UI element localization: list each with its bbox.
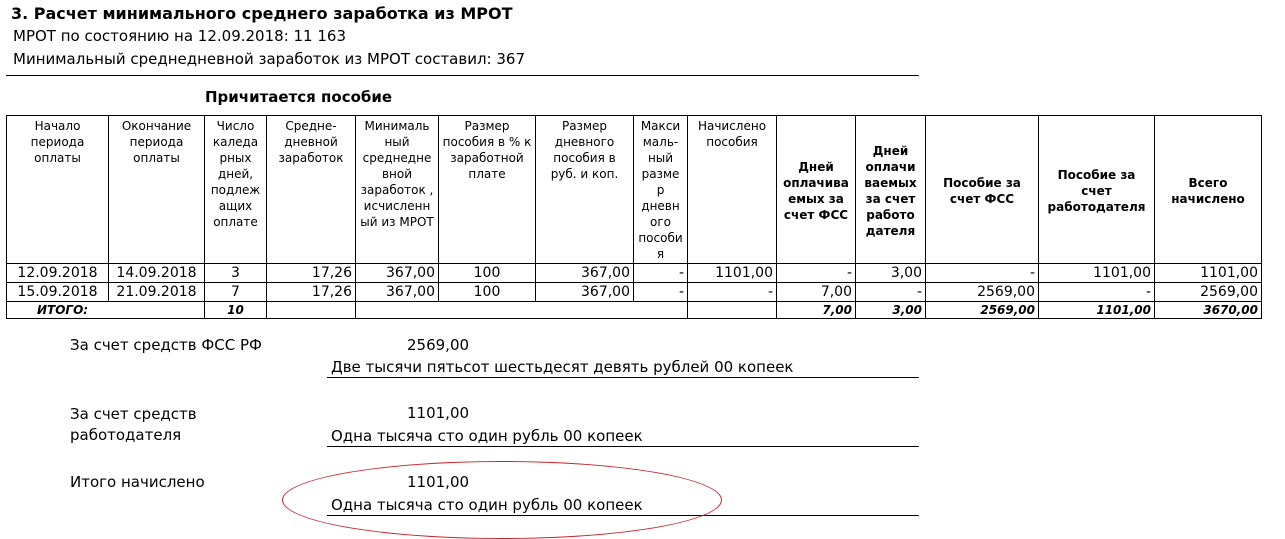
cell-avg-daily-earnings: 17,26 (267, 283, 356, 302)
cell-days-employer: 3,00 (856, 264, 926, 283)
cell-total-accrued: 1101,00 (1155, 264, 1262, 283)
cell-period-end: 14.09.2018 (109, 264, 205, 283)
summary-employer-label: За счет средств работодателя (70, 405, 197, 444)
cell-period-start: 15.09.2018 (7, 283, 109, 302)
benefit-table (6, 115, 1262, 319)
summary-fss-amount: 2569,00 (407, 336, 470, 354)
cell-total-accrued: 2569,00 (1155, 283, 1262, 302)
cell-days-fss: - (777, 264, 856, 283)
summary-employer-underline (327, 446, 919, 447)
col-period-end: Окончание периода оплаты (109, 116, 205, 264)
cell-min-daily-earnings: 367,00 (356, 264, 439, 283)
summary-total-words: Одна тысяча сто один рубль 00 копеек (331, 496, 643, 514)
col-days-employer: Дней оплачи ваемых за счет работо дателя (856, 116, 926, 264)
total-benefit-employer: 1101,00 (1039, 302, 1155, 319)
summary-employer-amount: 1101,00 (407, 404, 470, 422)
total-days: 10 (205, 302, 267, 319)
cell-benefit-accrued: 1101,00 (688, 264, 777, 283)
col-calendar-days: Число каледа рных дней, подлеж ащих оплате (205, 116, 267, 264)
table-total-row (7, 302, 1262, 319)
total-days-fss: 7,00 (777, 302, 856, 319)
cell-days-employer: - (856, 283, 926, 302)
header-divider (6, 75, 919, 76)
cell-calendar-days: 3 (205, 264, 267, 283)
col-avg-daily-earnings: Средне- дневной заработок (267, 116, 356, 264)
cell-benefit-percent: 100 (439, 264, 536, 283)
table-row (7, 283, 1262, 302)
highlight-ellipse (282, 461, 722, 539)
col-benefit-fss: Пособие за счет ФСС (926, 116, 1039, 264)
total-accrued: 3670,00 (1155, 302, 1262, 319)
min-daily-earnings-line: Минимальный среднедневной заработок из МРОТ составил: 367 (13, 50, 525, 68)
cell-benefit-fss: - (926, 264, 1039, 283)
summary-employer-words: Одна тысяча сто один рубль 00 копеек (331, 427, 643, 445)
cell-max-daily-benefit: - (634, 264, 688, 283)
total-days-employer: 3,00 (856, 302, 926, 319)
cell-avg-daily-earnings: 17,26 (267, 264, 356, 283)
col-benefit-accrued: Начислено пособия (688, 116, 777, 264)
cell-benefit-percent: 100 (439, 283, 536, 302)
cell-benefit-fss: 2569,00 (926, 283, 1039, 302)
cell-calendar-days: 7 (205, 283, 267, 302)
total-empty-cell (267, 302, 356, 319)
col-daily-benefit: Размер дневного пособия в руб. и коп. (536, 116, 634, 264)
summary-fss-label: За счет средств ФСС РФ (70, 336, 262, 354)
col-min-daily-earnings: Минималь ный среднедне вной заработок , исчисленн ый из МРОТ (356, 116, 439, 264)
col-period-start: Начало периода оплаты (7, 116, 109, 264)
total-label: ИТОГО: (7, 302, 205, 319)
summary-total-amount: 1101,00 (407, 473, 470, 491)
total-empty-cell (356, 302, 688, 319)
cell-days-fss: 7,00 (777, 283, 856, 302)
table-subtitle: Причитается пособие (205, 88, 393, 106)
cell-period-end: 21.09.2018 (109, 283, 205, 302)
table-header-row (7, 116, 1262, 264)
cell-min-daily-earnings: 367,00 (356, 283, 439, 302)
cell-max-daily-benefit: - (634, 283, 688, 302)
summary-total-label: Итого начислено (70, 473, 205, 491)
cell-benefit-employer: 1101,00 (1039, 264, 1155, 283)
col-benefit-employer: Пособие за счет работодателя (1039, 116, 1155, 264)
col-max-daily-benefit: Макси маль- ный разме р дневн ого пособи я (634, 116, 688, 264)
col-total-accrued: Всего начислено (1155, 116, 1262, 264)
mrot-line: МРОТ по состоянию на 12.09.2018: 11 163 (13, 27, 346, 45)
summary-fss-underline (327, 377, 919, 378)
cell-benefit-accrued: - (688, 283, 777, 302)
total-empty-cell (688, 302, 777, 319)
total-benefit-fss: 2569,00 (926, 302, 1039, 319)
table-row (7, 264, 1262, 283)
cell-daily-benefit: 367,00 (536, 264, 634, 283)
cell-period-start: 12.09.2018 (7, 264, 109, 283)
col-days-fss: Дней оплачива емых за счет ФСС (777, 116, 856, 264)
cell-benefit-employer: - (1039, 283, 1155, 302)
cell-daily-benefit: 367,00 (536, 283, 634, 302)
col-benefit-percent: Размер пособия в % к заработной плате (439, 116, 536, 264)
summary-fss-words: Две тысячи пятьсот шестьдесят девять рублей 00 копеек (331, 358, 794, 376)
section-title: 3. Расчет минимального среднего заработка из МРОТ (11, 4, 513, 23)
